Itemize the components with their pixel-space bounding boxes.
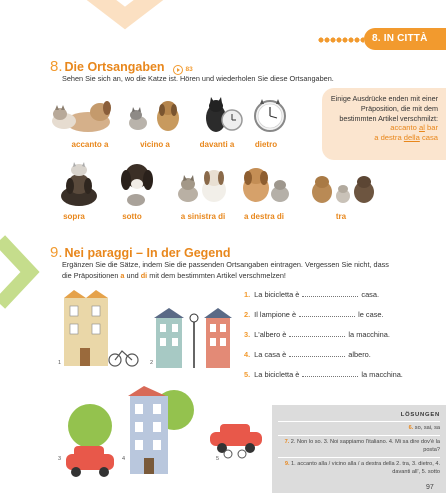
chapter-tab: 8. IN CITTÀ <box>364 28 446 50</box>
page-number: 97 <box>426 484 434 491</box>
note-text: Einige Ausdrücke enden mit einer Präposition, die mit dem bestimmten Artikel verschmilzt: <box>330 94 438 123</box>
exercise-9-instructions: Ergänzen Sie die Sätze, indem Sie die passenden Ortsangaben eintragen. Vergessen Sie nicht, dass die Präpositionen a und di mit dem bestimmten Artikel verschmelzen! <box>62 260 389 280</box>
note-example-2: a destra della casa <box>374 133 438 143</box>
answer-blank[interactable] <box>299 311 355 317</box>
scene-lamppost-between-houses <box>154 308 254 368</box>
note-example-1: accanto al bar <box>390 123 438 133</box>
scene-bicycle-under-car <box>206 420 266 460</box>
cat-between-dogs-photo <box>310 164 376 206</box>
cat-on-dog-photo <box>54 160 104 208</box>
exercise-number: 9. <box>50 244 63 261</box>
label-davanti-a: davanti a <box>199 140 235 149</box>
sentence-1: 1. La bicicletta è casa. <box>244 290 380 299</box>
header-dots <box>318 34 364 46</box>
scene-house-in-front-of-tree <box>126 386 196 476</box>
answer-blank[interactable] <box>289 331 345 337</box>
cat-right-of-dog-photo <box>236 158 294 206</box>
chevron-right-icon <box>0 234 40 310</box>
cat-near-dog-photo <box>122 96 188 136</box>
label-sotto: sotto <box>122 212 142 221</box>
divider <box>278 435 440 436</box>
scene-number: 1 <box>58 360 62 366</box>
sentence-3: 3. L'albero è la macchina. <box>244 330 390 339</box>
exercise-title: Die Ortsangaben <box>64 60 165 74</box>
label-dietro: dietro <box>254 140 278 149</box>
sentence-4: 4. La casa è albero. <box>244 350 371 359</box>
label-vicino-a: vicino a <box>140 140 170 149</box>
answer-blank[interactable] <box>302 371 358 377</box>
sentence-5: 5. La bicicletta è la macchina. <box>244 370 403 379</box>
scene-tree-behind-car <box>60 402 120 482</box>
chevron-down-icon <box>70 0 180 30</box>
label-sopra: sopra <box>63 212 85 221</box>
solutions-box <box>272 405 446 493</box>
divider <box>278 457 440 458</box>
solution-row: 6. so, sai, sa <box>408 425 440 432</box>
scene-house-bicycle <box>62 290 142 370</box>
solution-row: 9. 1. accanto alla / vicino alla / a destra della 2. tra, 3. dietro, 4. davanti all', 5. sotto <box>284 460 440 476</box>
answer-blank[interactable] <box>289 351 345 357</box>
cat-in-front-of-dog-photo <box>192 96 252 136</box>
exercise-8-heading <box>50 58 193 75</box>
solution-row: 7. 2. Non lo so. 3. Noi sappiamo l'italiano. 4. Mi sa dire dov'è la posta? <box>284 438 440 454</box>
sentence-2: 2. Il lampione è le case. <box>244 310 384 319</box>
label-tra: tra <box>335 212 347 221</box>
scene-number: 2 <box>150 360 154 366</box>
exercise-8-instructions: Sehen Sie sich an, wo die Katze ist. Hören und wiederholen Sie diese Ortsangaben. <box>62 74 334 83</box>
solutions-title: LÖSUNGEN <box>400 412 440 418</box>
label-accanto-a: accanto a <box>71 140 109 149</box>
grammar-note <box>322 88 446 160</box>
cat-under-dog-photo <box>112 158 162 208</box>
audio-track-number: 83 <box>185 66 193 73</box>
scene-number: 5 <box>216 456 220 462</box>
answer-blank[interactable] <box>302 291 358 297</box>
label-a-destra-di: a destra di <box>243 212 284 221</box>
cat-beside-dog-photo <box>50 96 116 136</box>
label-a-sinistra-di: a sinistra di <box>180 212 226 221</box>
divider <box>278 421 440 422</box>
cat-behind-clock-photo <box>250 96 290 136</box>
exercise-number: 8. <box>50 58 63 75</box>
exercise-title: Nei paraggi – In der Gegend <box>64 246 231 260</box>
scene-number: 3 <box>58 456 62 462</box>
exercise-9-heading <box>50 244 231 261</box>
cat-left-of-dog-photo <box>172 160 232 206</box>
scene-number: 4 <box>122 456 126 462</box>
